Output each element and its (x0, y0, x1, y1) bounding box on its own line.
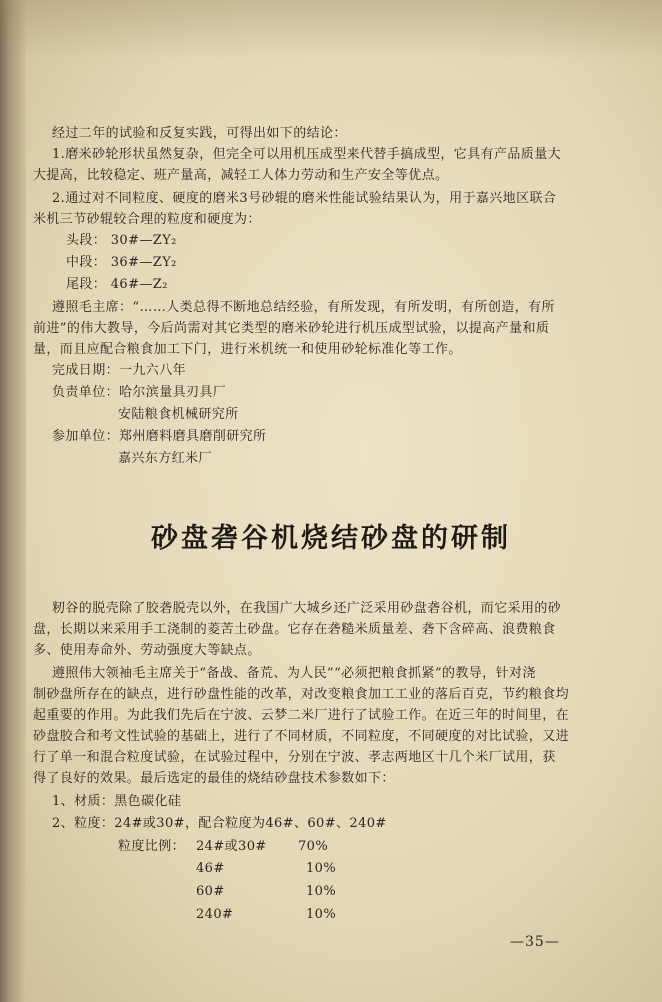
para-2-line-5: 行了单一和混合粒度试验，在试验过程中，分别在宁波、孝志两地区十几个米厂试用，获 (33, 750, 556, 765)
responsible-unit-2: 安陆粮食机械研究所 (118, 407, 239, 422)
ratio-label: 粒度比例： (118, 839, 186, 854)
para-2-line-4: 砂盘胶合和考文性试验的基础上，进行了不同材质，不同粒度，不同硬度的对比试验，又进 (33, 729, 570, 744)
conclusion-2-line-1: 2.通过对不同粒度、硬度的磨米3号砂辊的磨米性能试验结果认为，用于嘉兴地区联合 (52, 191, 557, 206)
ratio-grit-4: 240# (196, 907, 234, 922)
participating-unit-2: 嘉兴东方红米厂 (118, 451, 212, 466)
para-2-line-3: 起重要的作用。为此我们先后在宁波、云梦二米厂进行了试验工作。在近三年的时间里，在 (33, 708, 570, 723)
mao-quote-line-1: 遵照毛主席：“……人类总得不断地总结经验，有所发现，有所发明，有所创造，有所 (52, 300, 555, 315)
ratio-pct-3: 10% (306, 884, 337, 899)
spec-tail-section: 尾段： 46#—Z₂ (66, 277, 168, 292)
completion-date: 完成日期：一九六八年 (52, 363, 187, 378)
para-2-line-2: 制砂盘所存在的缺点，进行砂盘性能的改革，对改变粮食加工工业的落后百克，节约粮食均 (33, 687, 570, 702)
para-2-line-6: 得了良好的效果。最后选定的最佳的烧结砂盘技术参数如下： (33, 771, 395, 786)
para-2-line-1: 遵照伟大领袖毛主席关于“备战、备荒、为人民”“必须把粮食抓紧”的教导，针对浇 (52, 666, 536, 681)
ratio-pct-1: 70% (298, 839, 329, 854)
article-title: 砂盘砻谷机烧结砂盘的研制 (151, 523, 511, 554)
spec-head-section: 头段： 30#—ZY₂ (66, 233, 177, 248)
para-1-line-3: 多、使用寿命外、劳动强度大等缺点。 (33, 643, 261, 658)
conclusion-1-line-1: 1.磨米砂轮形状虽然复杂，但完全可以用机压成型来代替手搞成型，它具有产品质量大 (52, 147, 562, 162)
spec-middle-section: 中段： 36#—ZY₂ (66, 255, 177, 270)
conclusion-1-line-2: 大提高，比较稳定、班产量高，减轻工人体力劳动和生产安全等优点。 (33, 168, 449, 183)
mao-quote-line-2: 前进”的伟大教导，今后尚需对其它类型的磨米砂轮进行机压成型试验，以提高产量和质 (33, 321, 550, 336)
ratio-pct-2: 10% (306, 861, 337, 876)
conclusion-2-line-2: 米机三节砂辊较合理的粒度和硬度为： (33, 212, 261, 227)
ratio-pct-4: 10% (306, 907, 337, 922)
ratio-grit-1: 24#或30# (196, 839, 267, 854)
responsible-unit-1: 负责单位：哈尔滨量具刃具厂 (52, 385, 227, 400)
participating-unit-1: 参加单位：郑州磨料磨具磨削研究所 (52, 429, 267, 444)
param-material: 1、材质：黑色碳化硅 (52, 794, 182, 809)
para-1-line-2: 盘，长期以来采用手工浇制的菱苦土砂盘。它存在砻糙米质量差、砻下含碎高、浪费粮食 (33, 622, 556, 637)
mao-quote-line-3: 量，而且应配合粮食加工下门，进行米机统一和使用砂轮标准化等工作。 (33, 342, 462, 357)
book-spine-shadow (0, 0, 26, 1002)
conclusion-intro: 经过二年的试验和反复实践，可得出如下的结论： (52, 126, 347, 141)
page-number: —35— (510, 934, 560, 950)
ratio-grit-2: 46# (196, 861, 225, 876)
page-top-shade (0, 0, 662, 60)
ratio-grit-3: 60# (196, 884, 225, 899)
para-1-line-1: 籾谷的脱壳除了胶砻脱壳以外，在我国广大城乡还广泛采用砂盘砻谷机，而它采用的砂 (52, 601, 562, 616)
param-grit: 2、粒度：24#或30#，配合粒度为46#、60#、240# (52, 816, 387, 831)
